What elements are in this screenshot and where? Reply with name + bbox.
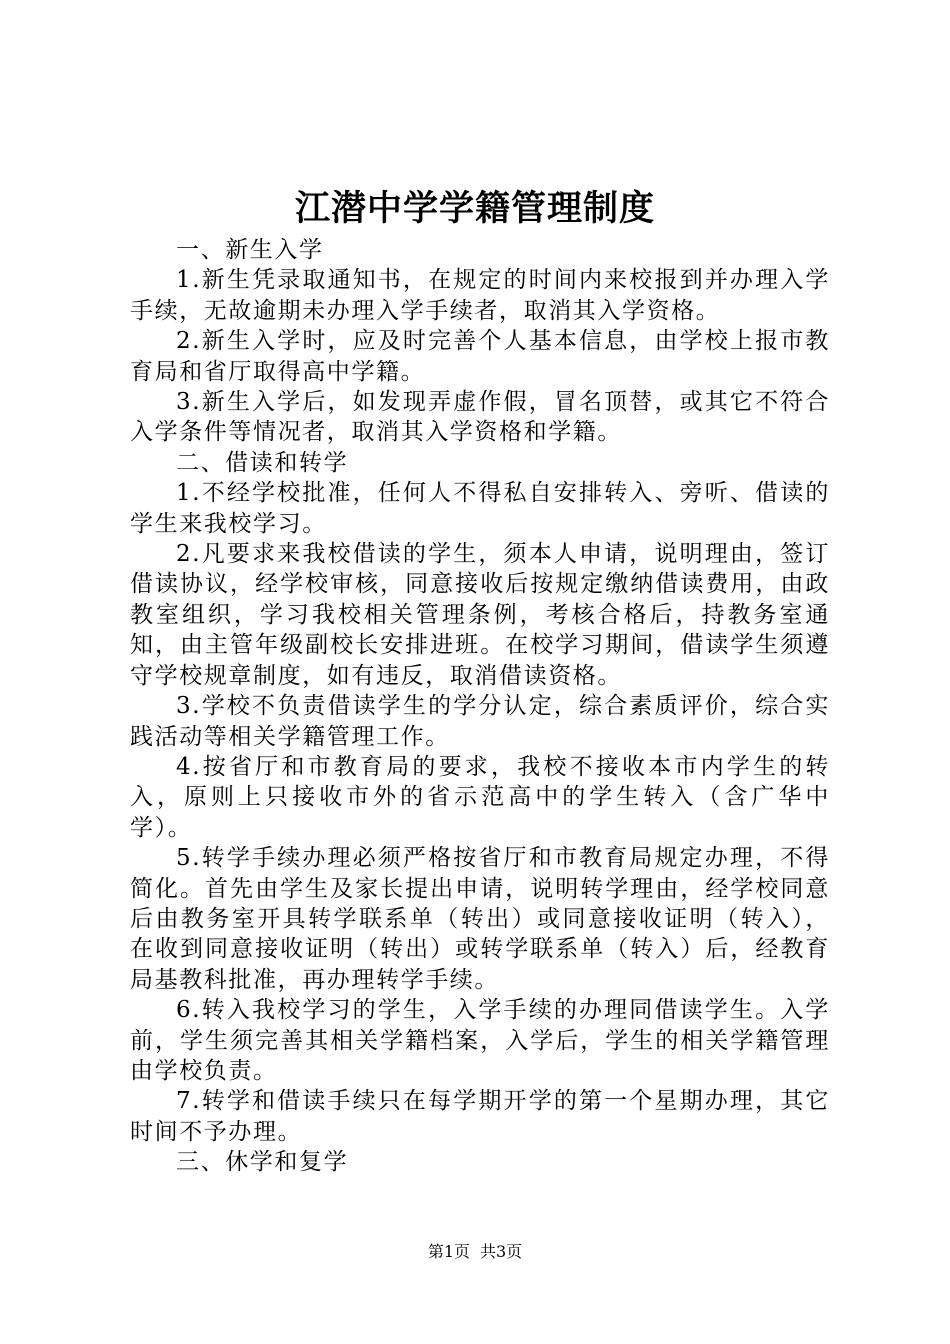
section-heading: 二、借读和转学 [176,449,349,476]
paragraph: 2.凡要求来我校借读的学生，须本人申请，说明理由，签订借读协议，经学校审核，同意接收后按规定缴纳借读费用，由政教室组织，学习我校相关管理条例，考核合格后，持教务室通知，由主管年级副校长安排进班。在校学习期间，借读学生须遵守学校规章制度，如有违反，取消借读资格。 [130,541,830,689]
section-heading: 一、新生入学 [176,237,324,263]
page-total: 共3页 [480,1242,523,1261]
page-number: 第1页 [427,1242,470,1261]
paragraph: 6.转入我校学习的学生，入学手续的办理同借读学生。入学前，学生须完善其相关学籍档案，入学后，学生的相关学籍管理由学校负责。 [130,997,830,1084]
paragraph: 1.新生凭录取通知书，在规定的时间内来校报到并办理入学手续，无故逾期未办理入学手续者，取消其入学资格。 [130,267,830,324]
paragraph: 7.转学和借读手续只在每学期开学的第一个星期办理，其它时间不予办理。 [130,1088,830,1145]
paragraph: 5.转学手续办理必须严格按省厅和市教育局规定办理，不得简化。首先由学生及家长提出申请，说明转学理由，经学校同意后由教务室开具转学联系单（转出）或同意接收证明（转入），在收到同意接收证明（转出）或转学联系单（转入）后，经教育局基教科批准，再办理转学手续。 [130,845,830,993]
paragraph: 2.新生入学时，应及时完善个人基本信息，由学校上报市教育局和省厅取得高中学籍。 [130,328,830,385]
document-title: 江潜中学学籍管理制度 [294,188,655,229]
page-footer [0,1241,950,1263]
paragraph: 3.新生入学后，如发现弄虚作假，冒名顶替，或其它不符合入学条件等情况者，取消其入学资格和学籍。 [130,389,830,446]
section-heading: 三、休学和复学 [176,1149,349,1176]
paragraph: 3.学校不负责借读学生的学分认定，综合素质评价，综合实践活动等相关学籍管理工作。 [130,693,830,750]
paragraph: 4.按省厅和市教育局的要求，我校不接收本市内学生的转入，原则上只接收市外的省示范高中的学生转入（含广华中学）。 [130,753,830,841]
document-body [130,235,830,1178]
paragraph: 1.不经学校批准，任何人不得私自安排转入、旁听、借读的学生来我校学习。 [130,480,830,537]
